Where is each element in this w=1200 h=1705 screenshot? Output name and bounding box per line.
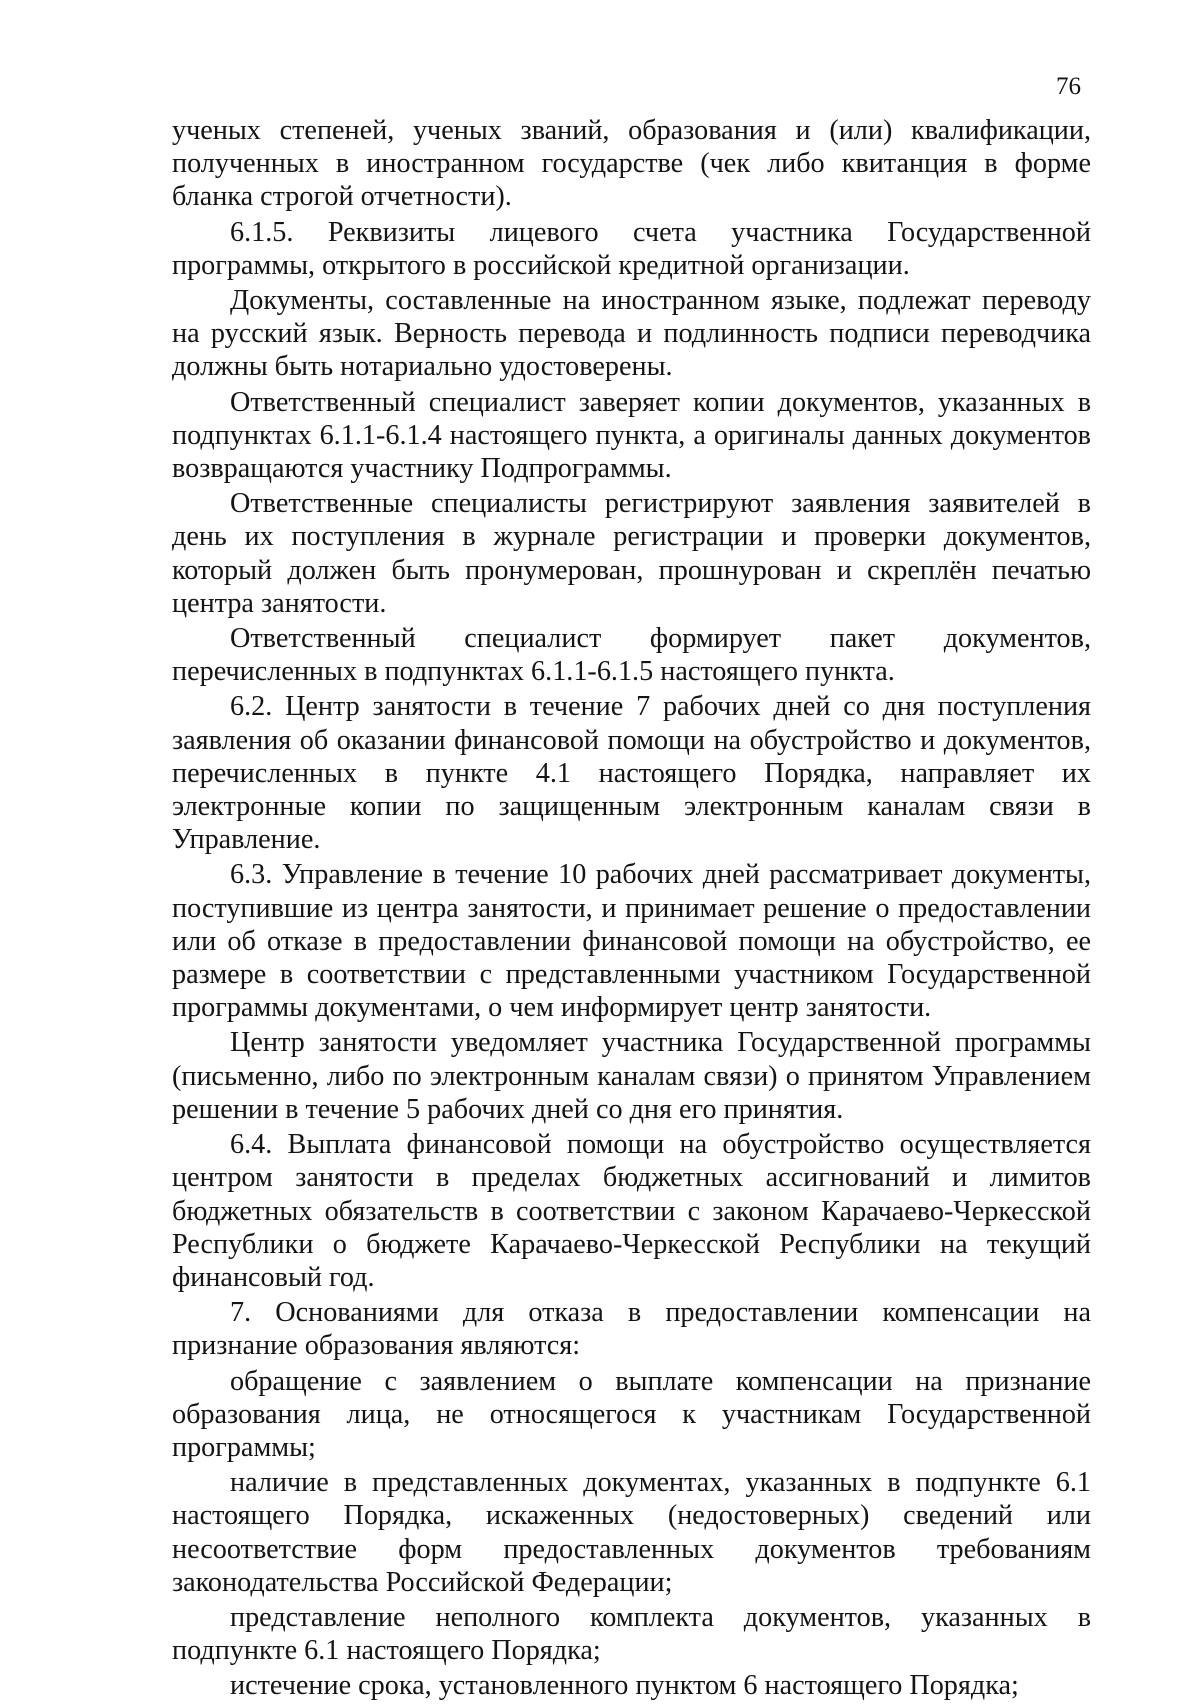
- paragraph-6-4: 6.4. Выплата финансовой помощи на обустройство осуществляется центром занятости в пределах бюджетных ассигнований и лимитов бюджетных обязательств в соответствии с законом Карачаево-Черкесской Республики о бюджете Карачаево-Черкесской Республики на текущий финансовый год.: [172, 1129, 1091, 1293]
- paragraph-6-1-5: 6.1.5. Реквизиты лицевого счета участника Государственной программы, открытого в российской кредитной организации.: [172, 216, 1091, 281]
- paragraph-refusal-reason-4: истечение срока, установленного пунктом 6 настоящего Порядка;: [230, 1670, 1019, 1702]
- paragraph-6-3: 6.3. Управление в течение 10 рабочих дней рассматривает документы, поступившие из центра занятости, и принимает решение о предоставлении или об отказе в предоставлении финансовой помощи на обустройство, ее размере в соответствии с представленными участником Государственной программы документами, о чем информирует центр занятости.: [172, 859, 1091, 1024]
- paragraph-6-2: 6.2. Центр занятости в течение 7 рабочих дней со дня поступления заявления об оказании финансовой помощи на обустройство и документов, перечисленных в пункте 4.1 настоящего Порядка, направляет их электронные копии по защищенным электронным каналам связи в Управление.: [172, 691, 1091, 856]
- paragraph-continuation: ученых степеней, ученых званий, образования и (или) квалификации, полученных в иностранном государстве (чек либо квитанция в форме бланка строгой отчетности).: [172, 115, 1091, 213]
- paragraph-refusal-reason-3: представление неполного комплекта документов, указанных в подпункте 6.1 настоящего Порядка;: [172, 1601, 1091, 1667]
- paragraph-notification: Центр занятости уведомляет участника Государственной программы (письменно, либо по электронным каналам связи) о принятом Управлением решении в течение 5 рабочих дней со дня его принятия.: [172, 1027, 1091, 1125]
- paragraph-foreign-language-docs: Документы, составленные на иностранном языке, подлежат переводу на русский язык. Верность перевода и подлинность подписи переводчика должны быть нотариально удостоверены.: [172, 285, 1091, 383]
- paragraph-refusal-reason-2: наличие в представленных документах, указанных в подпункте 6.1 настоящего Порядка, искаженных (недостоверных) сведений или несоответствие форм предоставленных документов требованиям законодательства Российской Федерации;: [172, 1467, 1091, 1598]
- paragraph-document-package: Ответственный специалист формирует пакет документов, перечисленных в подпунктах 6.1.1-6.1.5 настоящего пункта.: [172, 623, 1091, 688]
- paragraph-certifying-copies: Ответственный специалист заверяет копии документов, указанных в подпунктах 6.1.1-6.1.4 настоящего пункта, а оригиналы данных документов возвращаются участнику Подпрограммы.: [172, 386, 1091, 485]
- document-body: [172, 114, 1091, 1705]
- paragraph-refusal-reason-1: обращение с заявлением о выплате компенсации на признание образования лица, не относящегося к участникам Государственной программы;: [172, 1365, 1091, 1463]
- paragraph-registration: Ответственные специалисты регистрируют заявления заявителей в день их поступления в журнале регистрации и проверки документов, который должен быть пронумерован, прошнурован и скреплён печатью центра занятости.: [172, 488, 1091, 619]
- page-number: 76: [1056, 73, 1081, 100]
- paragraph-7: 7. Основаниями для отказа в предоставлении компенсации на признание образования являются:: [172, 1297, 1091, 1362]
